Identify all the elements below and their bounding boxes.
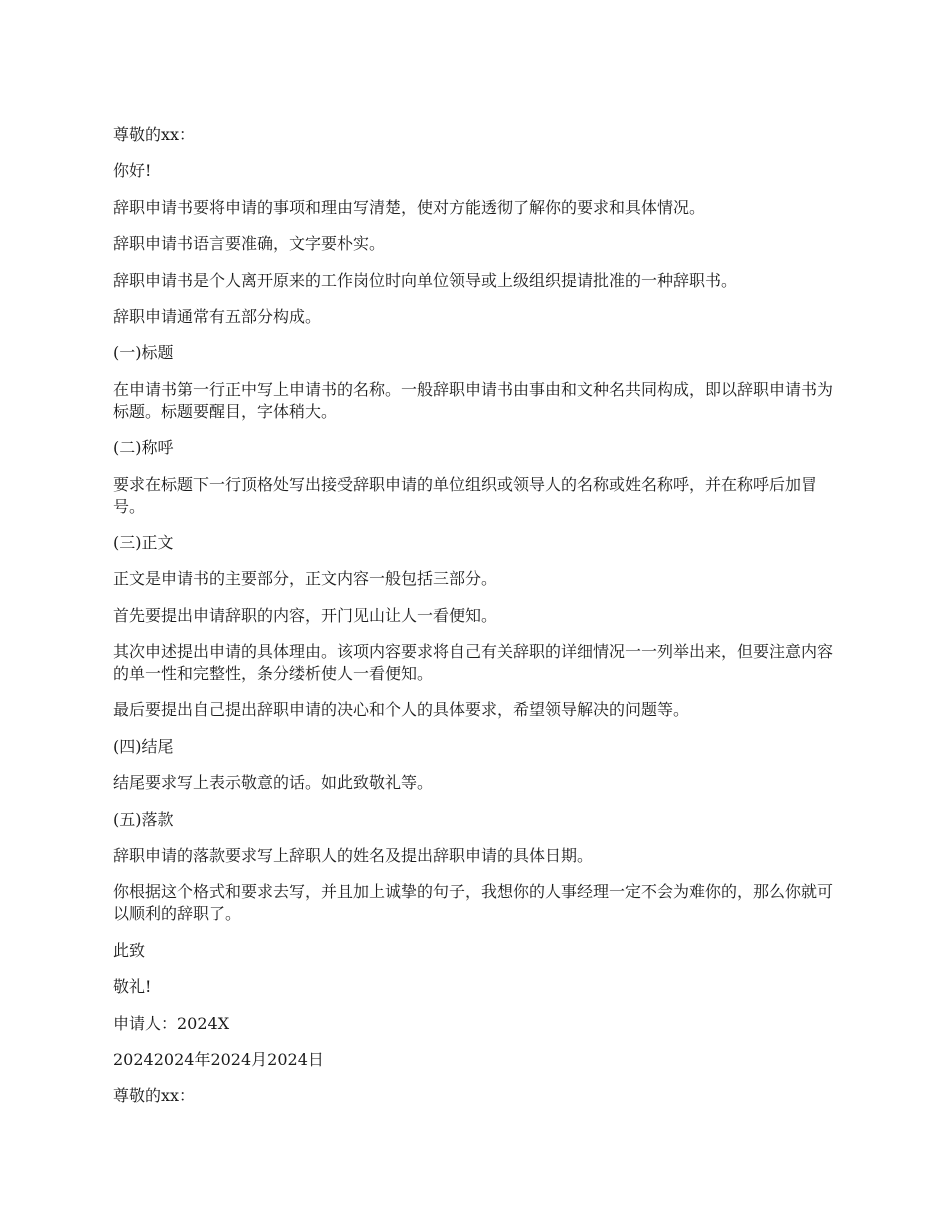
paragraph: 要求在标题下一行顶格处写出接受辞职申请的单位组织或领导人的名称或姓名称呼，并在称呼后加冒号。 — [113, 474, 818, 516]
paragraph: 辞职申请书语言要准确，文字要朴实。 — [113, 234, 386, 254]
paragraph: 在申请书第一行正中写上申请书的名称。一般辞职申请书由事由和文种名共同构成，即以辞职申请书为标题。标题要醒目，字体稍大。 — [113, 379, 834, 421]
paragraph: 结尾要求写上表示敬意的话。如此致敬礼等。 — [113, 773, 434, 793]
greeting: 你好! — [113, 161, 152, 181]
section-heading: (一)标题 — [113, 343, 174, 363]
paragraph: 辞职申请书是个人离开原来的工作岗位时向单位领导或上级组织提请批准的一种辞职书。 — [113, 270, 738, 290]
section-heading: (四)结尾 — [113, 736, 174, 756]
paragraph: 正文是申请书的主要部分，正文内容一般包括三部分。 — [113, 569, 498, 589]
closing-line: 此致 — [113, 940, 146, 960]
paragraph: 辞职申请的落款要求写上辞职人的姓名及提出辞职申请的具体日期。 — [113, 846, 594, 866]
salutation: 尊敬的xx： — [113, 1086, 196, 1106]
date-line: 20242024年2024月2024日 — [113, 1049, 324, 1069]
section-heading: (三)正文 — [113, 532, 174, 552]
document-body — [113, 124, 842, 1107]
paragraph: 辞职申请书要将申请的事项和理由写清楚，使对方能透彻了解你的要求和具体情况。 — [113, 197, 706, 217]
section-heading: (五)落款 — [113, 809, 174, 829]
paragraph: 最后要提出自己提出辞职申请的决心和个人的具体要求，希望领导解决的问题等。 — [113, 700, 690, 720]
applicant-line: 申请人：2024X — [113, 1013, 230, 1033]
paragraph: 首先要提出申请辞职的内容，开门见山让人一看便知。 — [113, 605, 498, 625]
section-heading: (二)称呼 — [113, 438, 174, 458]
paragraph: 其次申述提出申请的具体理由。该项内容要求将自己有关辞职的详细情况一一列举出来，但要注意内容的单一性和完整性，条分缕析使人一看便知。 — [113, 642, 834, 684]
paragraph: 辞职申请通常有五部分构成。 — [113, 306, 322, 326]
paragraph: 你根据这个格式和要求去写，并且加上诚挚的句子，我想你的人事经理一定不会为难你的，那么你就可以顺利的辞职了。 — [113, 882, 834, 924]
closing-salute: 敬礼! — [113, 977, 152, 997]
salutation: 尊敬的xx： — [113, 125, 196, 144]
